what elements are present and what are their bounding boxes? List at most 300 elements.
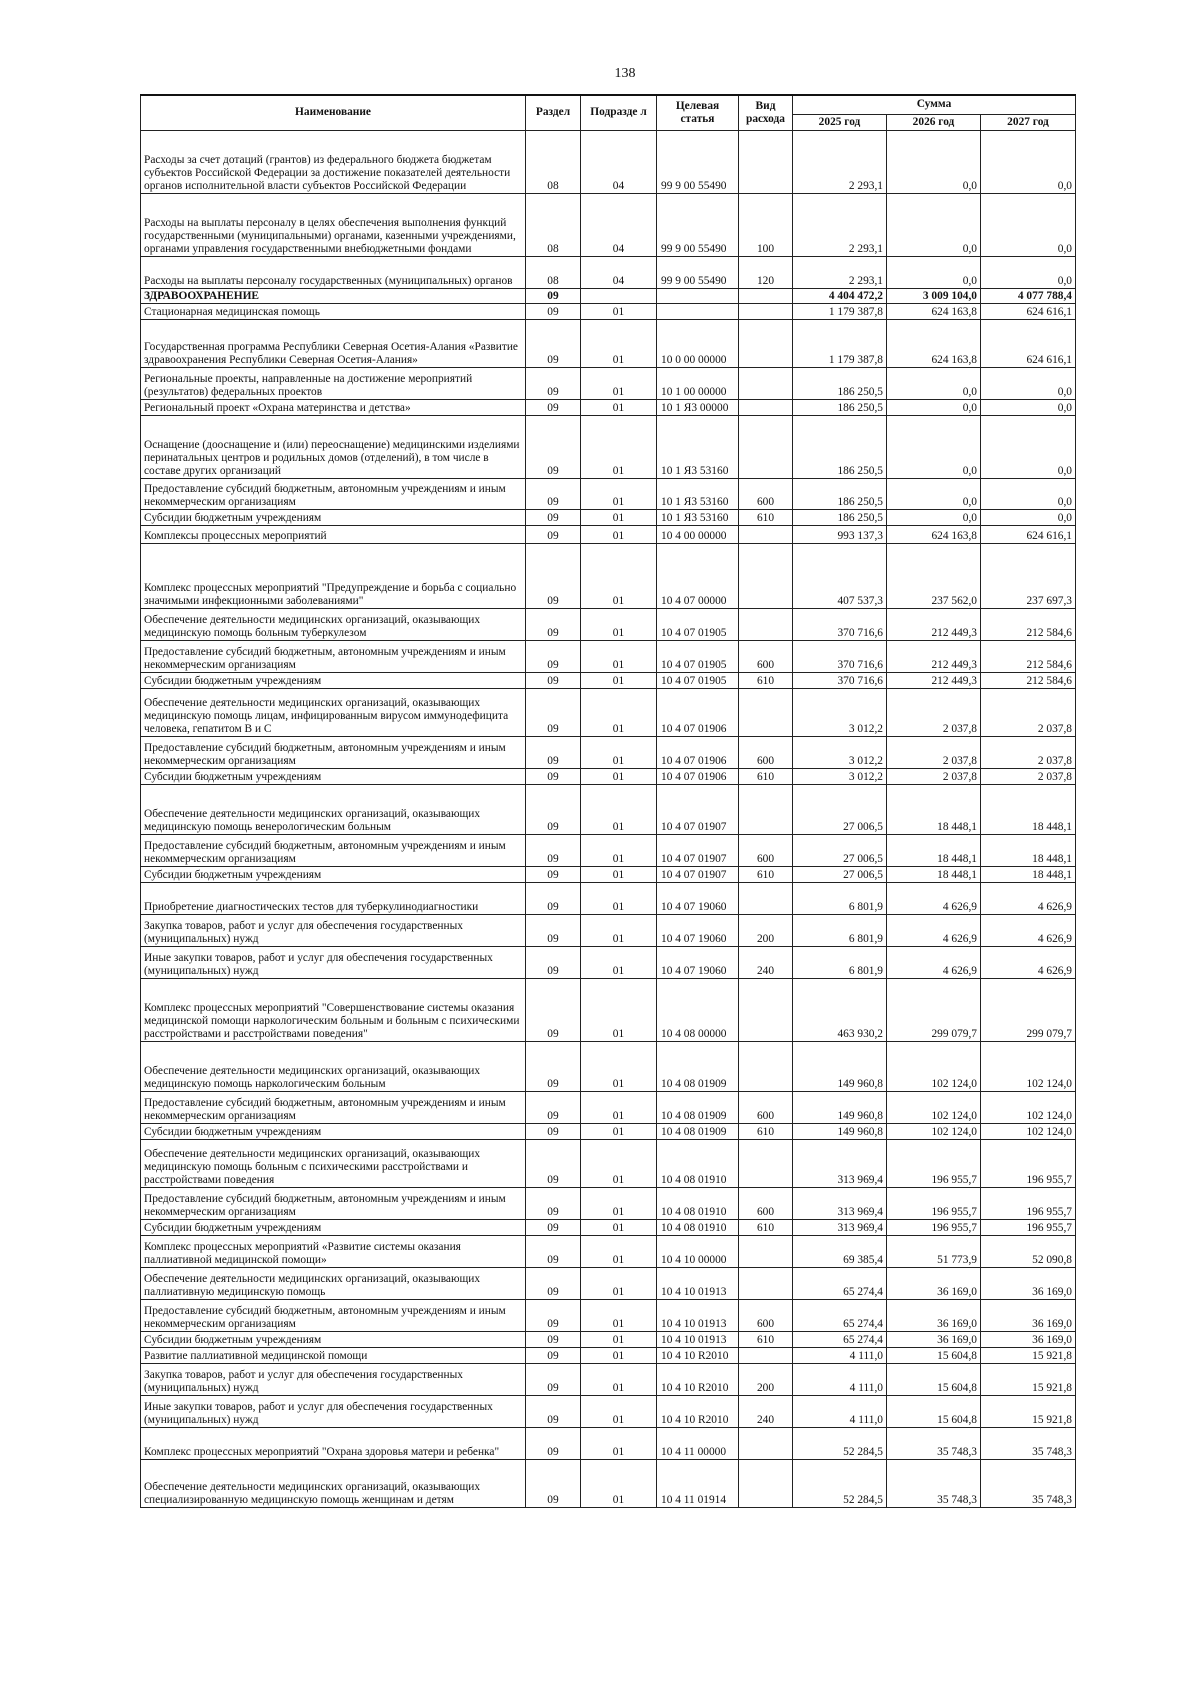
cell-subsection: 01 [581, 1347, 657, 1363]
cell-section: 09 [526, 1235, 581, 1267]
cell-name: Предоставление субсидий бюджетным, автономным учреждениям и иным некоммерческим организациям [141, 1299, 526, 1331]
cell-subsection: 01 [581, 640, 657, 672]
cell-2026: 196 955,7 [887, 1187, 981, 1219]
cell-2026: 0,0 [887, 193, 981, 256]
table-row [141, 1041, 1076, 1091]
cell-kind [739, 1347, 793, 1363]
table-row [141, 509, 1076, 525]
cell-2026: 212 449,3 [887, 608, 981, 640]
cell-2026: 2 037,8 [887, 768, 981, 784]
cell-2026: 299 079,7 [887, 978, 981, 1041]
cell-2025: 463 930,2 [793, 978, 887, 1041]
table-row [141, 978, 1076, 1041]
cell-kind [739, 288, 793, 303]
cell-target: 10 4 07 01905 [657, 640, 739, 672]
cell-2025: 52 284,5 [793, 1459, 887, 1507]
cell-2026: 212 449,3 [887, 640, 981, 672]
cell-name: Региональный проект «Охрана материнства и детства» [141, 399, 526, 415]
cell-section: 09 [526, 319, 581, 367]
cell-2027: 0,0 [981, 478, 1076, 509]
table-row [141, 768, 1076, 784]
cell-subsection: 04 [581, 193, 657, 256]
cell-target: 10 4 10 R2010 [657, 1347, 739, 1363]
cell-2026: 237 562,0 [887, 543, 981, 608]
table-row [141, 193, 1076, 256]
cell-kind [739, 303, 793, 319]
cell-kind: 610 [739, 1219, 793, 1235]
cell-target [657, 288, 739, 303]
cell-section: 09 [526, 1123, 581, 1139]
cell-kind: 610 [739, 672, 793, 688]
cell-subsection: 01 [581, 914, 657, 946]
cell-subsection: 01 [581, 866, 657, 882]
cell-subsection: 01 [581, 1235, 657, 1267]
cell-name: Субсидии бюджетным учреждениям [141, 1123, 526, 1139]
cell-name: Субсидии бюджетным учреждениям [141, 768, 526, 784]
cell-2027: 2 037,8 [981, 736, 1076, 768]
cell-2025: 149 960,8 [793, 1091, 887, 1123]
cell-subsection: 04 [581, 130, 657, 193]
cell-2026: 4 626,9 [887, 946, 981, 978]
cell-2026: 624 163,8 [887, 525, 981, 543]
cell-2026: 15 604,8 [887, 1395, 981, 1427]
cell-target: 10 4 07 01906 [657, 768, 739, 784]
cell-subsection: 01 [581, 415, 657, 478]
table-row [141, 303, 1076, 319]
table-row [141, 784, 1076, 834]
cell-target: 10 4 10 01913 [657, 1299, 739, 1331]
cell-subsection [581, 288, 657, 303]
table-row [141, 1139, 1076, 1187]
cell-subsection: 01 [581, 478, 657, 509]
cell-kind: 600 [739, 640, 793, 672]
table-row [141, 288, 1076, 303]
cell-2026: 102 124,0 [887, 1123, 981, 1139]
cell-name: Оснащение (дооснащение и (или) переоснащение) медицинскими изделиями перинатальных центров и родильных домов (отделений), в том числе в составе других организаций [141, 415, 526, 478]
header-section: Раздел [526, 95, 581, 130]
cell-2026: 18 448,1 [887, 866, 981, 882]
cell-2025: 27 006,5 [793, 784, 887, 834]
cell-name: Региональные проекты, направленные на достижение мероприятий (результатов) федеральных проектов [141, 367, 526, 399]
table-row [141, 1347, 1076, 1363]
cell-target: 10 4 11 01914 [657, 1459, 739, 1507]
cell-kind [739, 319, 793, 367]
cell-2025: 313 969,4 [793, 1139, 887, 1187]
cell-target: 10 4 07 00000 [657, 543, 739, 608]
cell-section: 09 [526, 1395, 581, 1427]
cell-2025: 52 284,5 [793, 1427, 887, 1459]
cell-kind [739, 415, 793, 478]
cell-2025: 69 385,4 [793, 1235, 887, 1267]
cell-name: Обеспечение деятельности медицинских организаций, оказывающих медицинскую помощь наркологическим больным [141, 1041, 526, 1091]
cell-2025: 6 801,9 [793, 882, 887, 914]
cell-2025: 186 250,5 [793, 399, 887, 415]
cell-section: 09 [526, 478, 581, 509]
table-row [141, 1123, 1076, 1139]
cell-section: 09 [526, 1459, 581, 1507]
cell-subsection: 01 [581, 1395, 657, 1427]
page-number: 138 [614, 66, 636, 81]
cell-section: 09 [526, 543, 581, 608]
cell-2027: 0,0 [981, 509, 1076, 525]
cell-name: Предоставление субсидий бюджетным, автономным учреждениям и иным некоммерческим организациям [141, 478, 526, 509]
cell-section: 09 [526, 1347, 581, 1363]
cell-2026: 36 169,0 [887, 1267, 981, 1299]
cell-2026: 624 163,8 [887, 303, 981, 319]
table-row [141, 640, 1076, 672]
cell-2027: 18 448,1 [981, 834, 1076, 866]
cell-kind: 610 [739, 509, 793, 525]
cell-section: 09 [526, 866, 581, 882]
cell-2026: 0,0 [887, 399, 981, 415]
cell-subsection: 01 [581, 1219, 657, 1235]
cell-target: 10 4 08 00000 [657, 978, 739, 1041]
cell-name: Расходы на выплаты персоналу государственных (муниципальных) органов [141, 256, 526, 288]
table-row [141, 543, 1076, 608]
cell-2026: 196 955,7 [887, 1139, 981, 1187]
cell-subsection: 01 [581, 1267, 657, 1299]
table-row [141, 256, 1076, 288]
cell-kind [739, 1235, 793, 1267]
cell-2027: 624 616,1 [981, 525, 1076, 543]
cell-2027: 4 626,9 [981, 914, 1076, 946]
cell-section: 09 [526, 509, 581, 525]
cell-2026: 15 604,8 [887, 1363, 981, 1395]
cell-2027: 624 616,1 [981, 303, 1076, 319]
table-row [141, 736, 1076, 768]
table-row [141, 478, 1076, 509]
cell-target: 10 4 08 01910 [657, 1139, 739, 1187]
cell-2027: 196 955,7 [981, 1187, 1076, 1219]
table-row [141, 1187, 1076, 1219]
cell-target: 10 4 11 00000 [657, 1427, 739, 1459]
cell-2027: 212 584,6 [981, 672, 1076, 688]
cell-2025: 370 716,6 [793, 672, 887, 688]
cell-subsection: 01 [581, 1331, 657, 1347]
cell-2025: 27 006,5 [793, 834, 887, 866]
cell-2025: 149 960,8 [793, 1123, 887, 1139]
cell-section: 09 [526, 640, 581, 672]
cell-2025: 186 250,5 [793, 415, 887, 478]
cell-kind [739, 1267, 793, 1299]
cell-target: 10 1 Я3 00000 [657, 399, 739, 415]
table-row [141, 1363, 1076, 1395]
cell-target: 10 4 07 19060 [657, 946, 739, 978]
header-2026: 2026 год [887, 114, 981, 130]
cell-subsection: 01 [581, 543, 657, 608]
cell-2027: 15 921,8 [981, 1395, 1076, 1427]
cell-2025: 4 111,0 [793, 1395, 887, 1427]
cell-kind [739, 688, 793, 736]
cell-2025: 65 274,4 [793, 1299, 887, 1331]
cell-kind: 600 [739, 834, 793, 866]
cell-name: Иные закупки товаров, работ и услуг для обеспечения государственных (муниципальных) нужд [141, 946, 526, 978]
cell-name: Закупка товаров, работ и услуг для обеспечения государственных (муниципальных) нужд [141, 1363, 526, 1395]
cell-target: 10 4 07 19060 [657, 882, 739, 914]
cell-subsection: 01 [581, 367, 657, 399]
cell-2026: 4 626,9 [887, 882, 981, 914]
cell-section: 09 [526, 914, 581, 946]
cell-2026: 36 169,0 [887, 1331, 981, 1347]
cell-2026: 0,0 [887, 367, 981, 399]
cell-section: 09 [526, 1331, 581, 1347]
cell-2026: 35 748,3 [887, 1459, 981, 1507]
cell-subsection: 01 [581, 978, 657, 1041]
cell-2026: 0,0 [887, 478, 981, 509]
cell-2027: 299 079,7 [981, 978, 1076, 1041]
cell-target: 10 4 08 01909 [657, 1123, 739, 1139]
table-row [141, 399, 1076, 415]
cell-section: 09 [526, 1299, 581, 1331]
cell-2026: 51 773,9 [887, 1235, 981, 1267]
table-row [141, 672, 1076, 688]
cell-2026: 0,0 [887, 256, 981, 288]
cell-2027: 624 616,1 [981, 319, 1076, 367]
cell-target: 10 4 00 00000 [657, 525, 739, 543]
cell-2027: 102 124,0 [981, 1091, 1076, 1123]
cell-target: 10 4 10 00000 [657, 1235, 739, 1267]
cell-2027: 0,0 [981, 367, 1076, 399]
cell-2025: 186 250,5 [793, 509, 887, 525]
cell-section: 09 [526, 1041, 581, 1091]
table-row [141, 946, 1076, 978]
cell-name: Расходы на выплаты персоналу в целях обеспечения выполнения функций государственными (муниципальными) органами, казенными учреждениями, органами управления государственными внебюджетными фондами [141, 193, 526, 256]
cell-2026: 196 955,7 [887, 1219, 981, 1235]
cell-kind: 610 [739, 1331, 793, 1347]
header-2027: 2027 год [981, 114, 1076, 130]
cell-2026: 624 163,8 [887, 319, 981, 367]
cell-subsection: 04 [581, 256, 657, 288]
cell-kind [739, 882, 793, 914]
cell-2025: 3 012,2 [793, 768, 887, 784]
cell-subsection: 01 [581, 736, 657, 768]
cell-name: Субсидии бюджетным учреждениям [141, 1219, 526, 1235]
cell-2025: 6 801,9 [793, 914, 887, 946]
cell-subsection: 01 [581, 1187, 657, 1219]
table-row [141, 1267, 1076, 1299]
cell-subsection: 01 [581, 1299, 657, 1331]
cell-2025: 3 012,2 [793, 736, 887, 768]
cell-subsection: 01 [581, 1459, 657, 1507]
cell-2027: 196 955,7 [981, 1219, 1076, 1235]
cell-2027: 212 584,6 [981, 640, 1076, 672]
cell-2026: 0,0 [887, 130, 981, 193]
cell-2025: 1 179 387,8 [793, 303, 887, 319]
cell-name: Субсидии бюджетным учреждениям [141, 509, 526, 525]
cell-2025: 313 969,4 [793, 1187, 887, 1219]
table-row [141, 1427, 1076, 1459]
cell-kind [739, 525, 793, 543]
table-row [141, 1331, 1076, 1347]
cell-name: Иные закупки товаров, работ и услуг для обеспечения государственных (муниципальных) нужд [141, 1395, 526, 1427]
cell-name: Субсидии бюджетным учреждениям [141, 1331, 526, 1347]
cell-section: 08 [526, 256, 581, 288]
cell-target: 10 4 07 01907 [657, 834, 739, 866]
cell-2027: 0,0 [981, 130, 1076, 193]
cell-2025: 65 274,4 [793, 1267, 887, 1299]
cell-2027: 212 584,6 [981, 608, 1076, 640]
cell-section: 09 [526, 1363, 581, 1395]
cell-kind: 120 [739, 256, 793, 288]
cell-target: 10 4 07 19060 [657, 914, 739, 946]
cell-2025: 2 293,1 [793, 256, 887, 288]
cell-2027: 35 748,3 [981, 1459, 1076, 1507]
cell-name: Субсидии бюджетным учреждениям [141, 672, 526, 688]
cell-2026: 3 009 104,0 [887, 288, 981, 303]
cell-2027: 0,0 [981, 256, 1076, 288]
cell-2025: 3 012,2 [793, 688, 887, 736]
cell-name: Предоставление субсидий бюджетным, автономным учреждениям и иным некоммерческим организациям [141, 640, 526, 672]
cell-name: Комплекс процессных мероприятий "Предупреждение и борьба с социально значимыми инфекционными заболеваниями" [141, 543, 526, 608]
header-2025: 2025 год [793, 114, 887, 130]
table-row [141, 834, 1076, 866]
table-row [141, 319, 1076, 367]
cell-2027: 0,0 [981, 399, 1076, 415]
cell-2026: 0,0 [887, 415, 981, 478]
cell-target: 10 1 Я3 53160 [657, 478, 739, 509]
cell-subsection: 01 [581, 946, 657, 978]
cell-section: 09 [526, 834, 581, 866]
cell-2025: 149 960,8 [793, 1041, 887, 1091]
cell-kind [739, 1139, 793, 1187]
cell-2026: 36 169,0 [887, 1299, 981, 1331]
cell-subsection: 01 [581, 1123, 657, 1139]
cell-kind [739, 367, 793, 399]
cell-name: Приобретение диагностических тестов для туберкулинодиагностики [141, 882, 526, 914]
cell-kind [739, 1459, 793, 1507]
cell-section: 09 [526, 288, 581, 303]
cell-kind: 610 [739, 1123, 793, 1139]
table-row [141, 1459, 1076, 1507]
cell-2027: 18 448,1 [981, 784, 1076, 834]
cell-2026: 35 748,3 [887, 1427, 981, 1459]
cell-2027: 0,0 [981, 415, 1076, 478]
cell-name: Стационарная медицинская помощь [141, 303, 526, 319]
cell-kind [739, 608, 793, 640]
table-row [141, 608, 1076, 640]
cell-section: 09 [526, 946, 581, 978]
cell-2025: 4 111,0 [793, 1363, 887, 1395]
cell-2027: 4 626,9 [981, 946, 1076, 978]
cell-kind [739, 1041, 793, 1091]
cell-name: Закупка товаров, работ и услуг для обеспечения государственных (муниципальных) нужд [141, 914, 526, 946]
cell-2025: 2 293,1 [793, 193, 887, 256]
cell-target: 10 4 07 01907 [657, 784, 739, 834]
header-target: Целевая статья [657, 95, 739, 130]
cell-name: Развитие паллиативной медицинской помощи [141, 1347, 526, 1363]
cell-2027: 102 124,0 [981, 1123, 1076, 1139]
cell-2027: 36 169,0 [981, 1331, 1076, 1347]
cell-kind [739, 978, 793, 1041]
cell-target: 10 4 07 01906 [657, 736, 739, 768]
table-row [141, 367, 1076, 399]
table-row [141, 1091, 1076, 1123]
cell-section: 09 [526, 768, 581, 784]
cell-kind: 610 [739, 768, 793, 784]
cell-2027: 36 169,0 [981, 1267, 1076, 1299]
cell-kind [739, 130, 793, 193]
cell-section: 08 [526, 193, 581, 256]
cell-section: 09 [526, 688, 581, 736]
cell-2025: 186 250,5 [793, 478, 887, 509]
cell-2025: 4 404 472,2 [793, 288, 887, 303]
cell-target: 10 4 10 R2010 [657, 1363, 739, 1395]
cell-target: 10 1 Я3 53160 [657, 509, 739, 525]
header-sum: Сумма [793, 95, 1076, 114]
cell-name: Комплексы процессных мероприятий [141, 525, 526, 543]
cell-2026: 18 448,1 [887, 834, 981, 866]
table-row [141, 415, 1076, 478]
cell-target: 99 9 00 55490 [657, 256, 739, 288]
cell-kind: 240 [739, 946, 793, 978]
cell-section: 09 [526, 303, 581, 319]
cell-2027: 15 921,8 [981, 1363, 1076, 1395]
cell-2027: 4 077 788,4 [981, 288, 1076, 303]
cell-kind: 200 [739, 1363, 793, 1395]
cell-section: 09 [526, 1267, 581, 1299]
cell-2027: 196 955,7 [981, 1139, 1076, 1187]
cell-target: 10 4 07 01905 [657, 672, 739, 688]
table-row [141, 525, 1076, 543]
cell-2027: 102 124,0 [981, 1041, 1076, 1091]
cell-name: Обеспечение деятельности медицинских организаций, оказывающих паллиативную медицинскую помощь [141, 1267, 526, 1299]
cell-target: 10 4 10 R2010 [657, 1395, 739, 1427]
cell-2027: 36 169,0 [981, 1299, 1076, 1331]
cell-subsection: 01 [581, 768, 657, 784]
table-row [141, 1395, 1076, 1427]
cell-subsection: 01 [581, 399, 657, 415]
cell-target: 99 9 00 55490 [657, 193, 739, 256]
cell-section: 09 [526, 1187, 581, 1219]
cell-name: Комплекс процессных мероприятий «Развитие системы оказания паллиативной медицинской помощи» [141, 1235, 526, 1267]
cell-section: 09 [526, 399, 581, 415]
cell-section: 09 [526, 525, 581, 543]
cell-target: 10 4 10 01913 [657, 1267, 739, 1299]
cell-target: 10 4 07 01905 [657, 608, 739, 640]
cell-2025: 27 006,5 [793, 866, 887, 882]
cell-section: 09 [526, 784, 581, 834]
cell-2026: 2 037,8 [887, 736, 981, 768]
cell-section: 09 [526, 1427, 581, 1459]
cell-name: Комплекс процессных мероприятий "Совершенствование системы оказания медицинской помощи наркологическим больным и больным с психическими расстройствами и расстройствами поведения" [141, 978, 526, 1041]
cell-section: 09 [526, 1219, 581, 1235]
cell-subsection: 01 [581, 784, 657, 834]
cell-target: 10 4 07 01906 [657, 688, 739, 736]
table-row [141, 882, 1076, 914]
cell-kind: 100 [739, 193, 793, 256]
cell-name: Предоставление субсидий бюджетным, автономным учреждениям и иным некоммерческим организациям [141, 1187, 526, 1219]
cell-kind: 240 [739, 1395, 793, 1427]
cell-target [657, 303, 739, 319]
cell-section: 09 [526, 608, 581, 640]
cell-2026: 0,0 [887, 509, 981, 525]
cell-target: 10 4 07 01907 [657, 866, 739, 882]
table-row [141, 1219, 1076, 1235]
cell-2025: 186 250,5 [793, 367, 887, 399]
cell-target: 10 4 08 01910 [657, 1187, 739, 1219]
cell-2027: 0,0 [981, 193, 1076, 256]
cell-section: 08 [526, 130, 581, 193]
cell-name: Предоставление субсидий бюджетным, автономным учреждениям и иным некоммерческим организациям [141, 834, 526, 866]
cell-2027: 237 697,3 [981, 543, 1076, 608]
cell-name: Обеспечение деятельности медицинских организаций, оказывающих медицинскую помощь венерологическим больным [141, 784, 526, 834]
cell-2025: 407 537,3 [793, 543, 887, 608]
cell-section: 09 [526, 1139, 581, 1187]
cell-subsection: 01 [581, 1041, 657, 1091]
cell-2025: 2 293,1 [793, 130, 887, 193]
cell-2027: 4 626,9 [981, 882, 1076, 914]
cell-target: 10 1 00 00000 [657, 367, 739, 399]
